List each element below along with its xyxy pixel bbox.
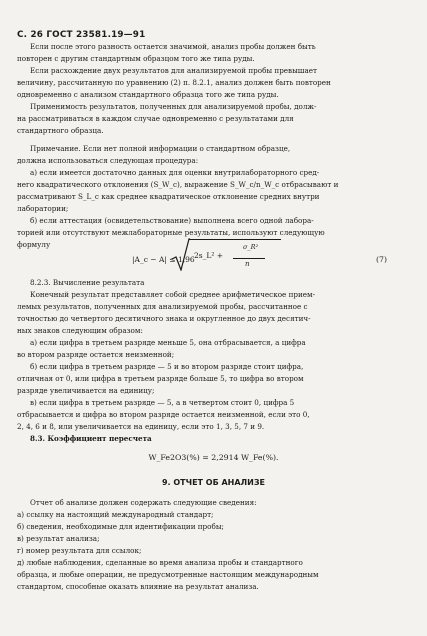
formula-denominator: n [245,260,250,268]
text-line: а) если цифра в третьем разряде меньше 5, она отбрасывается, а цифра [30,338,306,347]
conversion-formula: W_Fe2O3(%) = 2,2914 W_Fe(%). [148,453,279,462]
text-line: 2, 4, 6 и 8, или увеличивается на единицу, если это 1, 3, 5, 7 и 9. [17,422,265,431]
equation-number: (7) [376,255,388,264]
text-line: ных знаков следующим образом: [17,326,143,335]
text-line: отличная от 0, или цифра в третьем разряде больше 5, то цифра во втором [17,374,304,383]
text-line: лемых результатов, полученных для анализируемой пробы, рассчитанное с [17,302,308,311]
subheading: 8.3. Коэффициент пересчета [30,434,152,443]
formula-left: |A_c − A| ≤ 1,96 [132,255,195,264]
note-line: него квадратического отклонения (S_W_c), выражение S_W_c/n_W_c отбрасывают и [17,180,339,189]
text-line: Если после этого разность остается значимой, анализ пробы должен быть [30,42,316,51]
text-line: Конечный результат представляет собой среднее арифметическое прием- [30,290,316,299]
text-line: б) если цифра в третьем разряде — 5 и во втором разряде стоит цифра, [30,362,304,371]
subheading: 8.2.3. Вычисление результата [30,278,145,287]
fraction-line [233,258,265,259]
text-line: повторен с другим стандартным образцом того же типа руды. [17,54,255,63]
sqrt-bar [189,239,281,240]
note-line: лаборатории; [17,204,69,213]
list-item: образца, и любые операции, не предусмотренные настоящим международным [17,570,319,579]
note-line: Примечание. Если нет полной информации о стандартном образце, [30,144,291,153]
list-item: в) результат анализа; [17,534,100,543]
list-item: стандартом, способные оказать влияние на результат анализа. [17,582,259,591]
formula-inner: 2s_L² + [194,251,224,260]
text-line: отбрасывается и цифра во втором разряде остается неизменной, если это 0, [17,410,310,419]
page-header: С. 26 ГОСТ 23581.19—91 [17,30,146,40]
text-line: стандартного образца. [17,126,104,135]
text-line: Применимость результатов, полученных для анализируемой пробы, долж- [30,102,317,111]
text-line: Если расхождение двух результатов для анализируемой пробы превышает [30,66,318,75]
text-line: Отчет об анализе должен содержать следующие сведения: [30,498,257,507]
list-item: а) ссылку на настоящий международный стандарт; [17,510,214,519]
note-line: а) если имеется достаточно данных для оценки внутрилабораторного сред- [30,168,320,177]
text-line: в) если цифра в третьем разряде — 5, а в четвертом стоит 0, цифра 5 [30,398,295,407]
note-line: торией или отсутствуют межлабораторные результаты, используют следующую [17,228,325,237]
text-line: разряде увеличивается на единицу; [17,386,155,395]
text-line: на рассматриваться в каждом случае одновременно с результатами для [17,114,294,123]
text-line: точностью до четвертого десятичного знака и округленное до двух десятич- [17,314,311,323]
note-line: формулу [17,240,51,249]
list-item: д) любые наблюдения, сделанные во время анализа пробы и стандартного [17,558,303,567]
formula-numerator: σ_R² [243,243,259,251]
list-item: г) номер результата для ссылок; [17,546,142,555]
text-line: одновременно с анализом стандартного образца того же типа руды. [17,90,279,99]
sqrt-sign [172,237,190,271]
text-line: во втором разряде остается неизменной; [17,350,175,359]
note-line: б) если аттестация (освидетельствование) выполнена всего одной лабора- [30,216,314,225]
list-item: б) сведения, необходимые для идентификации пробы; [17,522,224,531]
section-title: 9. ОТЧЕТ ОБ АНАЛИЗЕ [161,478,266,487]
note-line: рассматривают S_L_c как среднее квадратическое отклонение средних внутри [17,192,320,201]
text-line: величину, рассчитанную по уравнению (2) п. 8.2.1, анализ должен быть повторен [17,78,331,87]
note-line: должна использоваться следующая процедура: [17,156,199,165]
